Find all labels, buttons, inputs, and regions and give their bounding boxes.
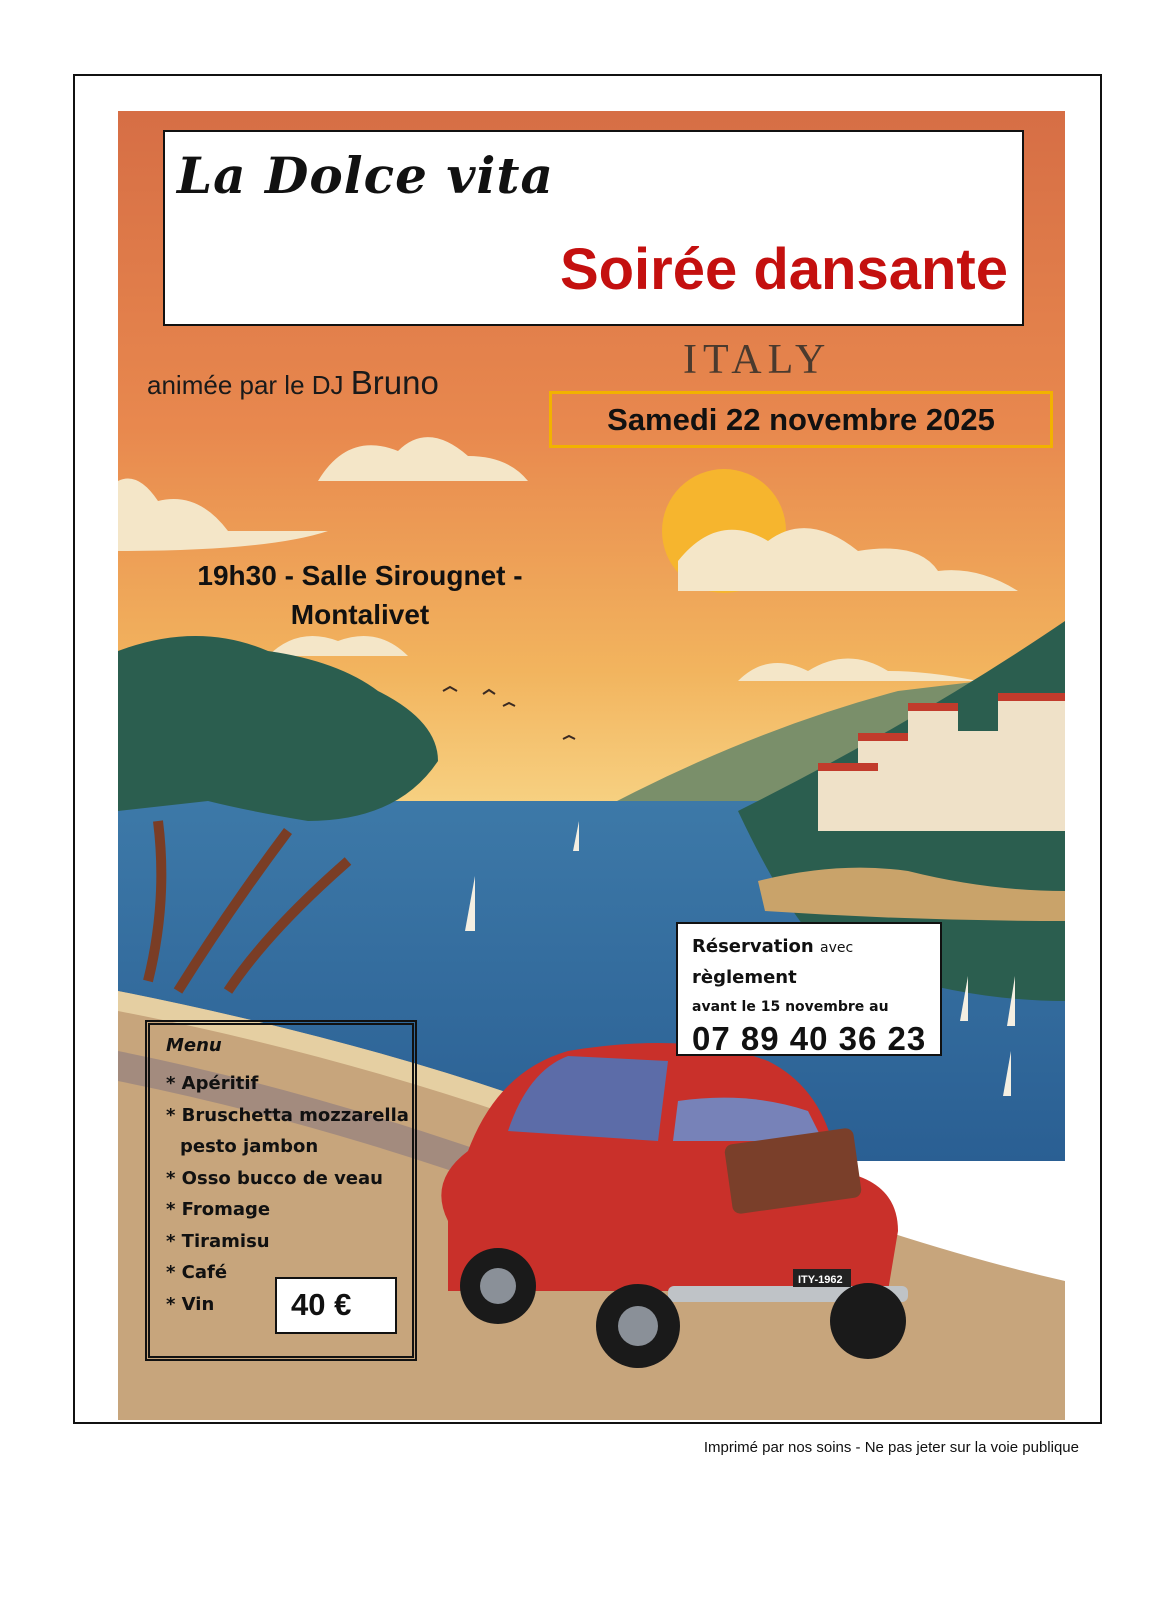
reservation-phone: 07 89 40 36 23 — [692, 1020, 927, 1057]
event-location — [150, 556, 570, 634]
event-date: Samedi 22 novembre 2025 — [549, 391, 1053, 448]
menu-item: * Bruschetta mozzarella — [166, 1104, 409, 1126]
menu-price: 40 € — [275, 1277, 397, 1334]
menu-item: * Apéritif — [166, 1073, 259, 1094]
reservation-avec: avec — [819, 940, 854, 956]
footer-note: Imprimé par nos soins - Ne pas jeter sur la voie publique — [703, 1439, 1079, 1456]
dj-line — [147, 364, 439, 402]
poster-label: ITALY — [683, 337, 832, 383]
event-subtitle: Soirée dansante — [559, 237, 1008, 302]
menu-item: pesto jambon — [180, 1136, 319, 1157]
menu-item: * Café — [166, 1262, 228, 1283]
menu-title: Menu — [166, 1035, 222, 1056]
reservation-line-3: avant le 15 novembre au — [692, 999, 889, 1015]
title-box — [163, 130, 1024, 326]
menu-item: * Fromage — [166, 1199, 271, 1220]
dj-name: Bruno — [350, 364, 439, 401]
event-name: La Dolce vita — [177, 146, 554, 205]
reservation-line-2: règlement — [692, 967, 797, 988]
reservation-word: Réservation — [692, 936, 814, 957]
location-line-1: 19h30 - Salle Sirougnet - — [197, 560, 523, 591]
dj-prefix: animée par le DJ — [147, 370, 344, 400]
location-line-2: Montalivet — [290, 599, 430, 630]
menu-item: * Tiramisu — [166, 1230, 270, 1252]
menu-item: * Vin — [166, 1293, 215, 1315]
menu-item: * Osso bucco de veau — [166, 1167, 383, 1189]
reservation-box — [676, 922, 942, 1056]
car-plate: ITY-1962 — [798, 1274, 843, 1286]
